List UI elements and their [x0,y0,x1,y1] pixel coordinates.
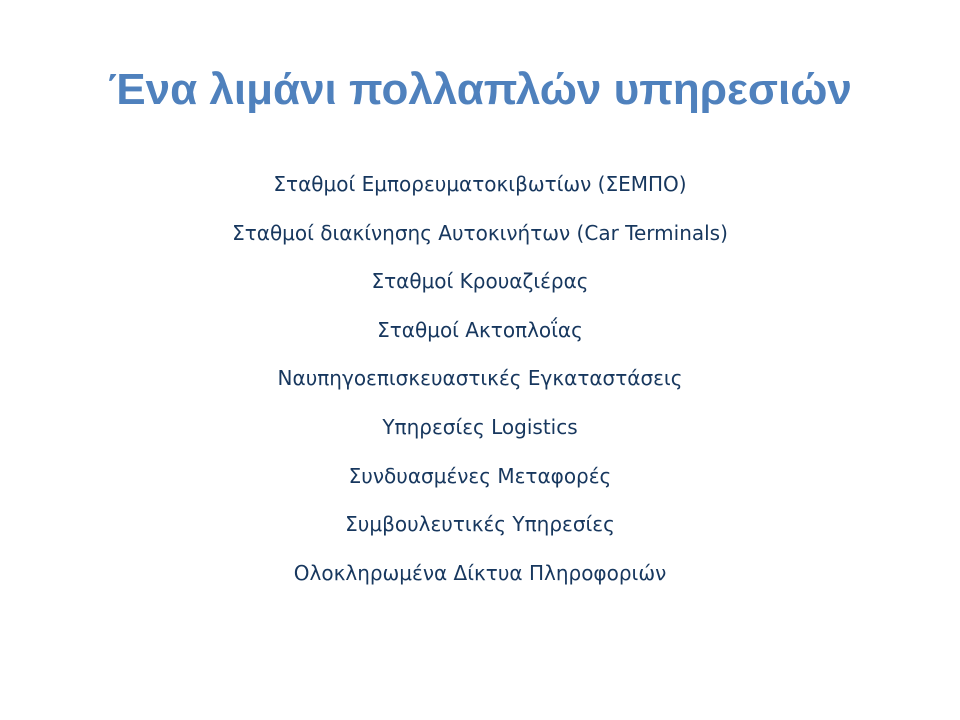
list-item: Σταθμοί διακίνησης Αυτοκινήτων (Car Terminals) [232,220,728,245]
list-item: Συμβουλευτικές Υπηρεσίες [345,512,615,537]
list-item: Σταθμοί Εμπορευματοκιβωτίων (ΣΕΜΠΟ) [273,172,687,196]
list-item: Σταθμοί Κρουαζιέρας [371,269,589,294]
list-item: Υπηρεσίες Logistics [382,414,578,439]
slide-title: Ένα λιμάνι πολλαπλών υπηρεσιών [108,65,852,114]
list-item: Σταθμοί Ακτοπλοΐας [377,317,583,342]
list-item: Ολοκληρωμένα Δίκτυα Πληροφοριών [293,560,667,585]
list-item: Συνδυασμένες Μεταφορές [348,463,612,488]
list-item: Ναυπηγοεπισκευαστικές Εγκαταστάσεις [277,366,683,391]
services-list [0,160,960,597]
